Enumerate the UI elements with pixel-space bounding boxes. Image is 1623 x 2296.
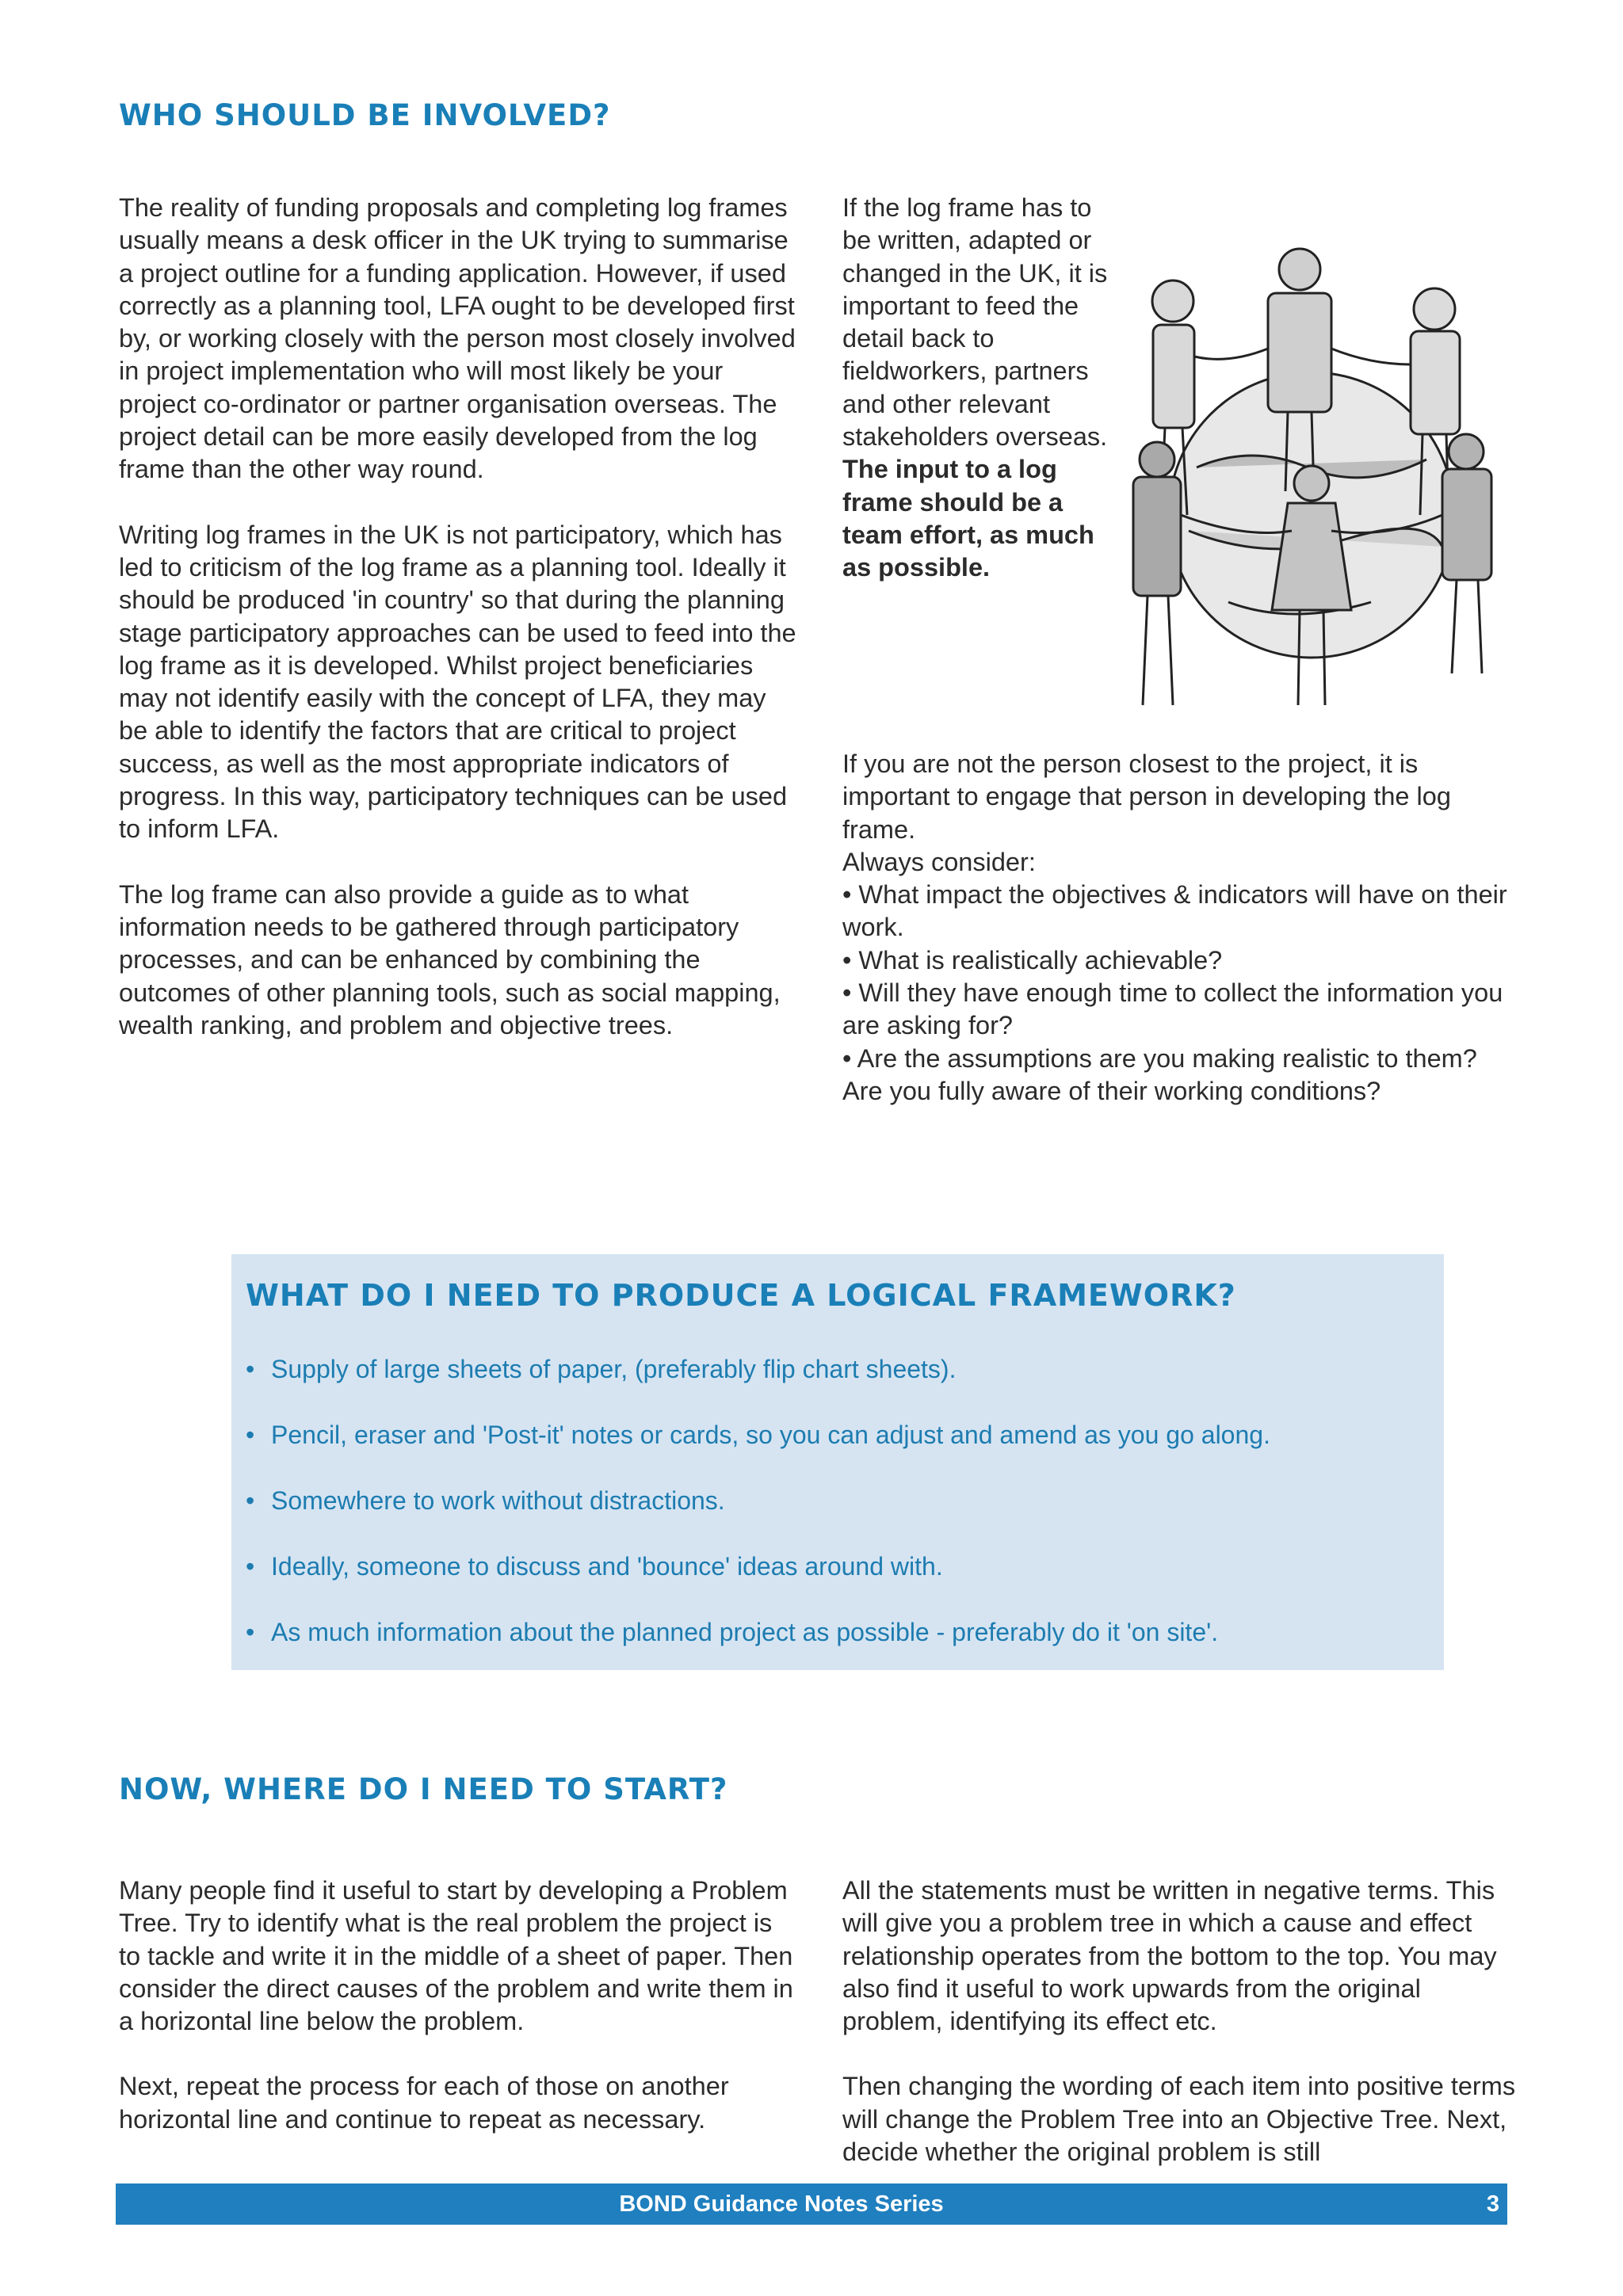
paragraph: Writing log frames in the UK is not participatory, which has led to criticism of the log frame as a planning tool. Ideally it should be produced 'in country' so that during the planning stage participatory approaches can be used to feed into the log frame as it is developed. Whilst project beneficiaries may not identify easily with the concept of LFA, they may be able to identify the factors that are critical to project success, as well as the most appropriate indicators of progress. In this way, participatory techniques can be used to inform LFA. (119, 520, 796, 844)
figure-front-left (1133, 442, 1181, 705)
section2-left-column (119, 1875, 797, 2136)
paragraph: All the statements must be written in negative terms. This will give you a problem tree in which a cause and effect relationship operates from the bottom to the top. You may also find it useful to work upwards from the original problem, identifying its effect etc. (842, 1876, 1497, 2036)
section-heading-who-involved: WHO SHOULD BE INVOLVED? (119, 98, 611, 132)
bullet: • (246, 1486, 255, 1515)
list-item (246, 1616, 1270, 1649)
list-item-text: Ideally, someone to discuss and 'bounce' ideas around with. (271, 1552, 943, 1581)
footer-series-title: BOND Guidance Notes Series (619, 2191, 944, 2217)
list-item (246, 1353, 1270, 1386)
consider-label: Always consider: (842, 847, 1036, 876)
box-heading: WHAT DO I NEED TO PRODUCE A LOGICAL FRAMEWORK? (246, 1278, 1236, 1313)
bullet: • (246, 1421, 255, 1449)
paragraph: Next, repeat the process for each of those on another horizontal line and continue to repeat as necessary. (119, 2072, 729, 2134)
list-item-text: Supply of large sheets of paper, (preferably flip chart sheets). (271, 1355, 957, 1383)
paragraph: The reality of funding proposals and completing log frames usually means a desk officer in the UK trying to summarise a project outline for a funding application. However, if used correctly as a planning tool, LFA ought to be developed first by, or working closely with the person most closely involved in project implementation who will most likely be your project co-ordinator or partner organisation overseas. The project detail can be more easily developed from the log frame than the other way round. (119, 193, 796, 484)
section1-right-lower (842, 748, 1520, 1108)
section1-left-column (119, 192, 797, 1042)
footer-bar (116, 2183, 1507, 2225)
people-around-globe-illustration (1109, 230, 1522, 713)
list-item (246, 1550, 1270, 1583)
requirements-list (246, 1353, 1270, 1682)
list-item: • What impact the objectives & indicators will have on their work. (842, 880, 1507, 942)
list-item-text: Pencil, eraser and 'Post-it' notes or cards, so you can adjust and amend as you go along. (271, 1421, 1270, 1449)
paragraph: Then changing the wording of each item into positive terms will change the Problem Tree into an Objective Tree. Next, decide whether the original problem is still (842, 2072, 1516, 2167)
section2-right-column (842, 1875, 1524, 2168)
paragraph: Many people find it useful to start by developing a Problem Tree. Try to identify what is the real problem the project is to tackle and write it in the middle of a sheet of paper. Then consider the direct causes of the problem and write them in a horizontal line below the problem. (119, 1876, 793, 2036)
list-item-text: As much information about the planned project as possible - preferably do it 'on site'. (271, 1618, 1219, 1646)
bullet: • (246, 1355, 255, 1383)
section1-right-intro (842, 192, 1110, 585)
requirements-box (231, 1254, 1444, 1670)
consider-list (842, 879, 1520, 1108)
intro-bold-text: The input to a log frame should be a team effort, as much as possible. (842, 455, 1094, 582)
page-number: 3 (1486, 2191, 1499, 2217)
intro-text: If the log frame has to be written, adapted or changed in the UK, it is important to feed the detail back to fieldworkers, partners and other relevant stakeholders overseas. (842, 193, 1108, 452)
bullet: • (246, 1552, 255, 1581)
paragraph: If you are not the person closest to the project, it is important to engage that person in developing the log frame. (842, 749, 1451, 844)
list-item: • Will they have enough time to collect the information you are asking for? (842, 978, 1503, 1040)
paragraph: The log frame can also provide a guide as to what information needs to be gathered through participatory processes, and can be enhanced by combining the outcomes of other planning tools, such as social mapping, wealth ranking, and problem and objective trees. (119, 879, 781, 1039)
list-item: • Are the assumptions are you making realistic to them? Are you fully aware of their working conditions? (842, 1043, 1477, 1105)
list-item (246, 1419, 1270, 1451)
list-item: • What is realistically achievable? (842, 945, 1223, 974)
figure-front-right (1442, 434, 1491, 673)
list-item-text: Somewhere to work without distractions. (271, 1486, 725, 1515)
list-item (246, 1485, 1270, 1517)
bullet: • (246, 1618, 255, 1646)
section-heading-where-start: NOW, WHERE DO I NEED TO START? (119, 1772, 728, 1806)
